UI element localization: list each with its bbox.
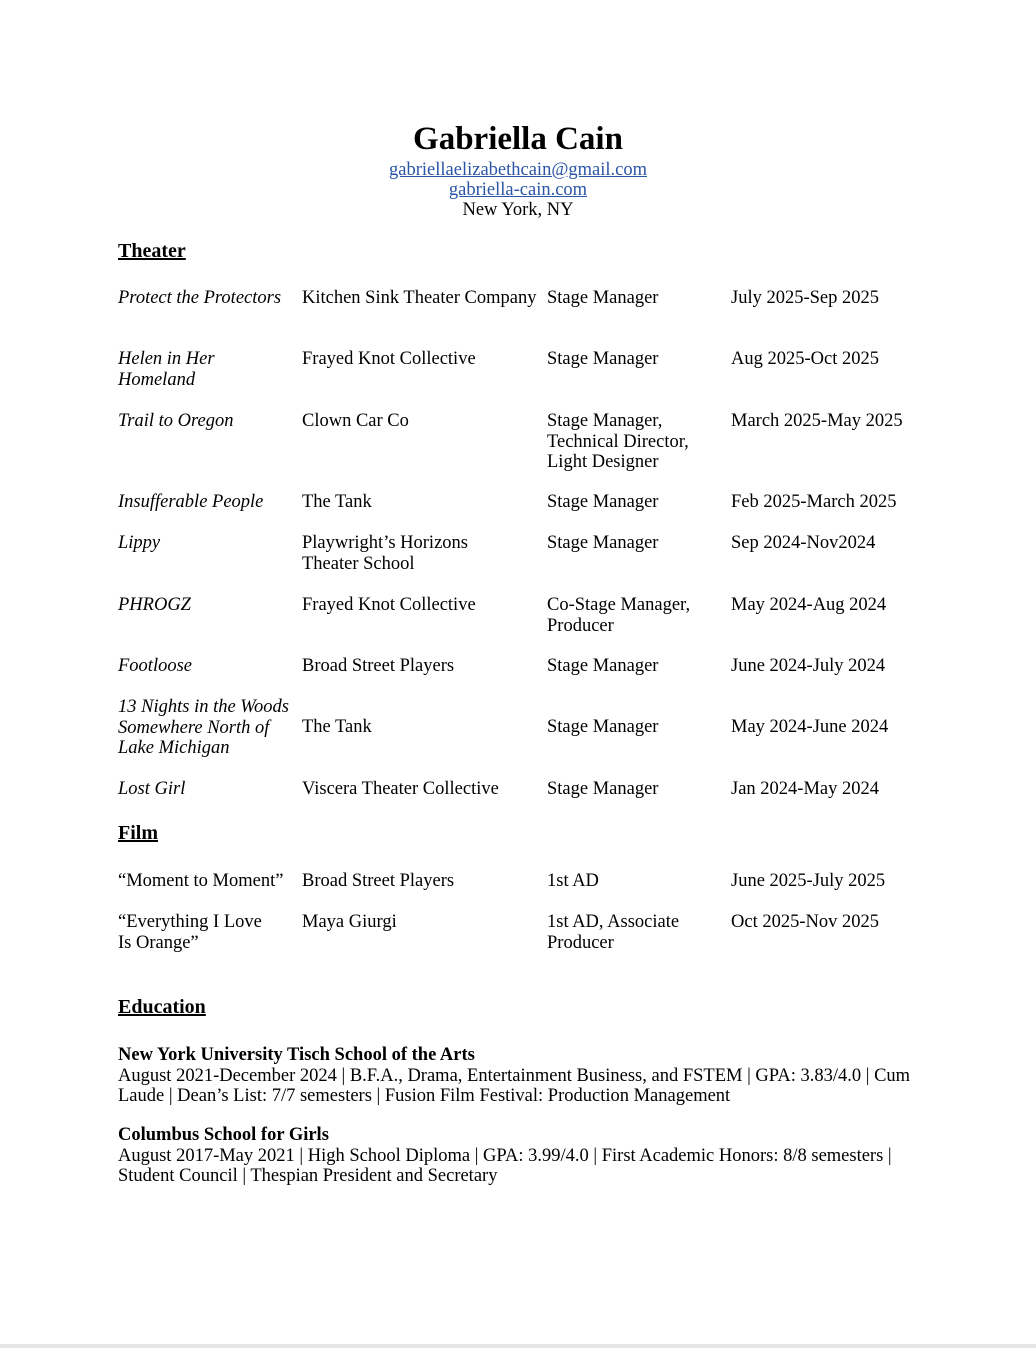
dates: June 2024-July 2024 xyxy=(731,656,886,676)
dates: Jan 2024-May 2024 xyxy=(731,779,879,799)
company: Frayed Knot Collective xyxy=(302,595,476,615)
role: Stage Manager, Technical Director, Light Designer xyxy=(547,411,689,472)
production-title: Trail to Oregon xyxy=(118,411,234,431)
role: 1st AD xyxy=(547,871,599,891)
company: The Tank xyxy=(302,717,372,737)
company: The Tank xyxy=(302,492,372,512)
company: Kitchen Sink Theater Company xyxy=(302,288,537,308)
role: Stage Manager xyxy=(547,656,659,676)
production-title: Footloose xyxy=(118,656,192,676)
dates: June 2025-July 2025 xyxy=(731,871,886,891)
company: Broad Street Players xyxy=(302,871,455,891)
production-title: PHROGZ xyxy=(118,595,191,615)
school-name: Columbus School for Girls xyxy=(118,1125,329,1145)
company: Broad Street Players xyxy=(302,656,455,676)
role: Stage Manager xyxy=(547,779,659,799)
dates: May 2024-Aug 2024 xyxy=(731,595,887,615)
role: Stage Manager xyxy=(547,717,659,737)
production-title: Lost Girl xyxy=(118,779,186,799)
section-title-theater: Theater xyxy=(118,240,186,262)
company: Maya Giurgi xyxy=(302,912,397,932)
role: Stage Manager xyxy=(547,349,659,369)
candidate-name: Gabriella Cain xyxy=(413,121,623,157)
dates: Feb 2025-March 2025 xyxy=(731,492,897,512)
role: Stage Manager xyxy=(547,492,659,512)
dates: Sep 2024-Nov2024 xyxy=(731,533,876,553)
dates: July 2025-Sep 2025 xyxy=(731,288,879,308)
company: Frayed Knot Collective xyxy=(302,349,476,369)
location: New York, NY xyxy=(462,200,574,220)
section-title-education: Education xyxy=(118,996,206,1018)
production-title: Lippy xyxy=(118,533,161,553)
company: Clown Car Co xyxy=(302,411,409,431)
website-link[interactable]: gabriella-cain.com xyxy=(448,180,588,200)
production-title: Protect the Protectors xyxy=(118,288,282,308)
production-title: 13 Nights in the Woods Somewhere North of Lake Michigan xyxy=(118,697,289,758)
role: Stage Manager xyxy=(547,533,659,553)
section-title-film: Film xyxy=(118,822,158,844)
company: Playwright’s Horizons Theater School xyxy=(302,533,468,574)
role: Stage Manager xyxy=(547,288,659,308)
dates: May 2024-June 2024 xyxy=(731,717,889,737)
dates: Aug 2025-Oct 2025 xyxy=(731,349,879,369)
role: Co-Stage Manager, Producer xyxy=(547,595,691,636)
role: 1st AD, Associate Producer xyxy=(547,912,680,953)
resume-header xyxy=(0,118,1036,220)
education-details: August 2021-December 2024 | B.F.A., Drama, Entertainment Business, and FSTEM | GPA: 3.83/4.0 | Cum Laude | Dean’s List: 7/7 semesters | Fusion Film Festival: Production Management xyxy=(118,1065,911,1106)
production-title: Insufferable People xyxy=(118,492,264,512)
email-link[interactable]: gabriellaelizabethcain@gmail.com xyxy=(389,160,647,180)
education-entry xyxy=(118,1125,918,1187)
production-title: “Everything I Love Is Orange” xyxy=(118,912,262,953)
education-details: August 2017-May 2021 | High School Diploma | GPA: 3.99/4.0 | First Academic Honors: 8/8 semesters | Student Council | Thespian President and Secretary xyxy=(118,1145,892,1186)
education-entry xyxy=(118,1045,918,1107)
production-title: “Moment to Moment” xyxy=(118,871,284,891)
production-title: Helen in Her Homeland xyxy=(118,349,215,390)
dates: Oct 2025-Nov 2025 xyxy=(731,912,879,932)
dates: March 2025-May 2025 xyxy=(731,411,903,431)
company: Viscera Theater Collective xyxy=(302,779,499,799)
page-edge xyxy=(0,1344,1036,1348)
school-name: New York University Tisch School of the Arts xyxy=(118,1045,475,1065)
